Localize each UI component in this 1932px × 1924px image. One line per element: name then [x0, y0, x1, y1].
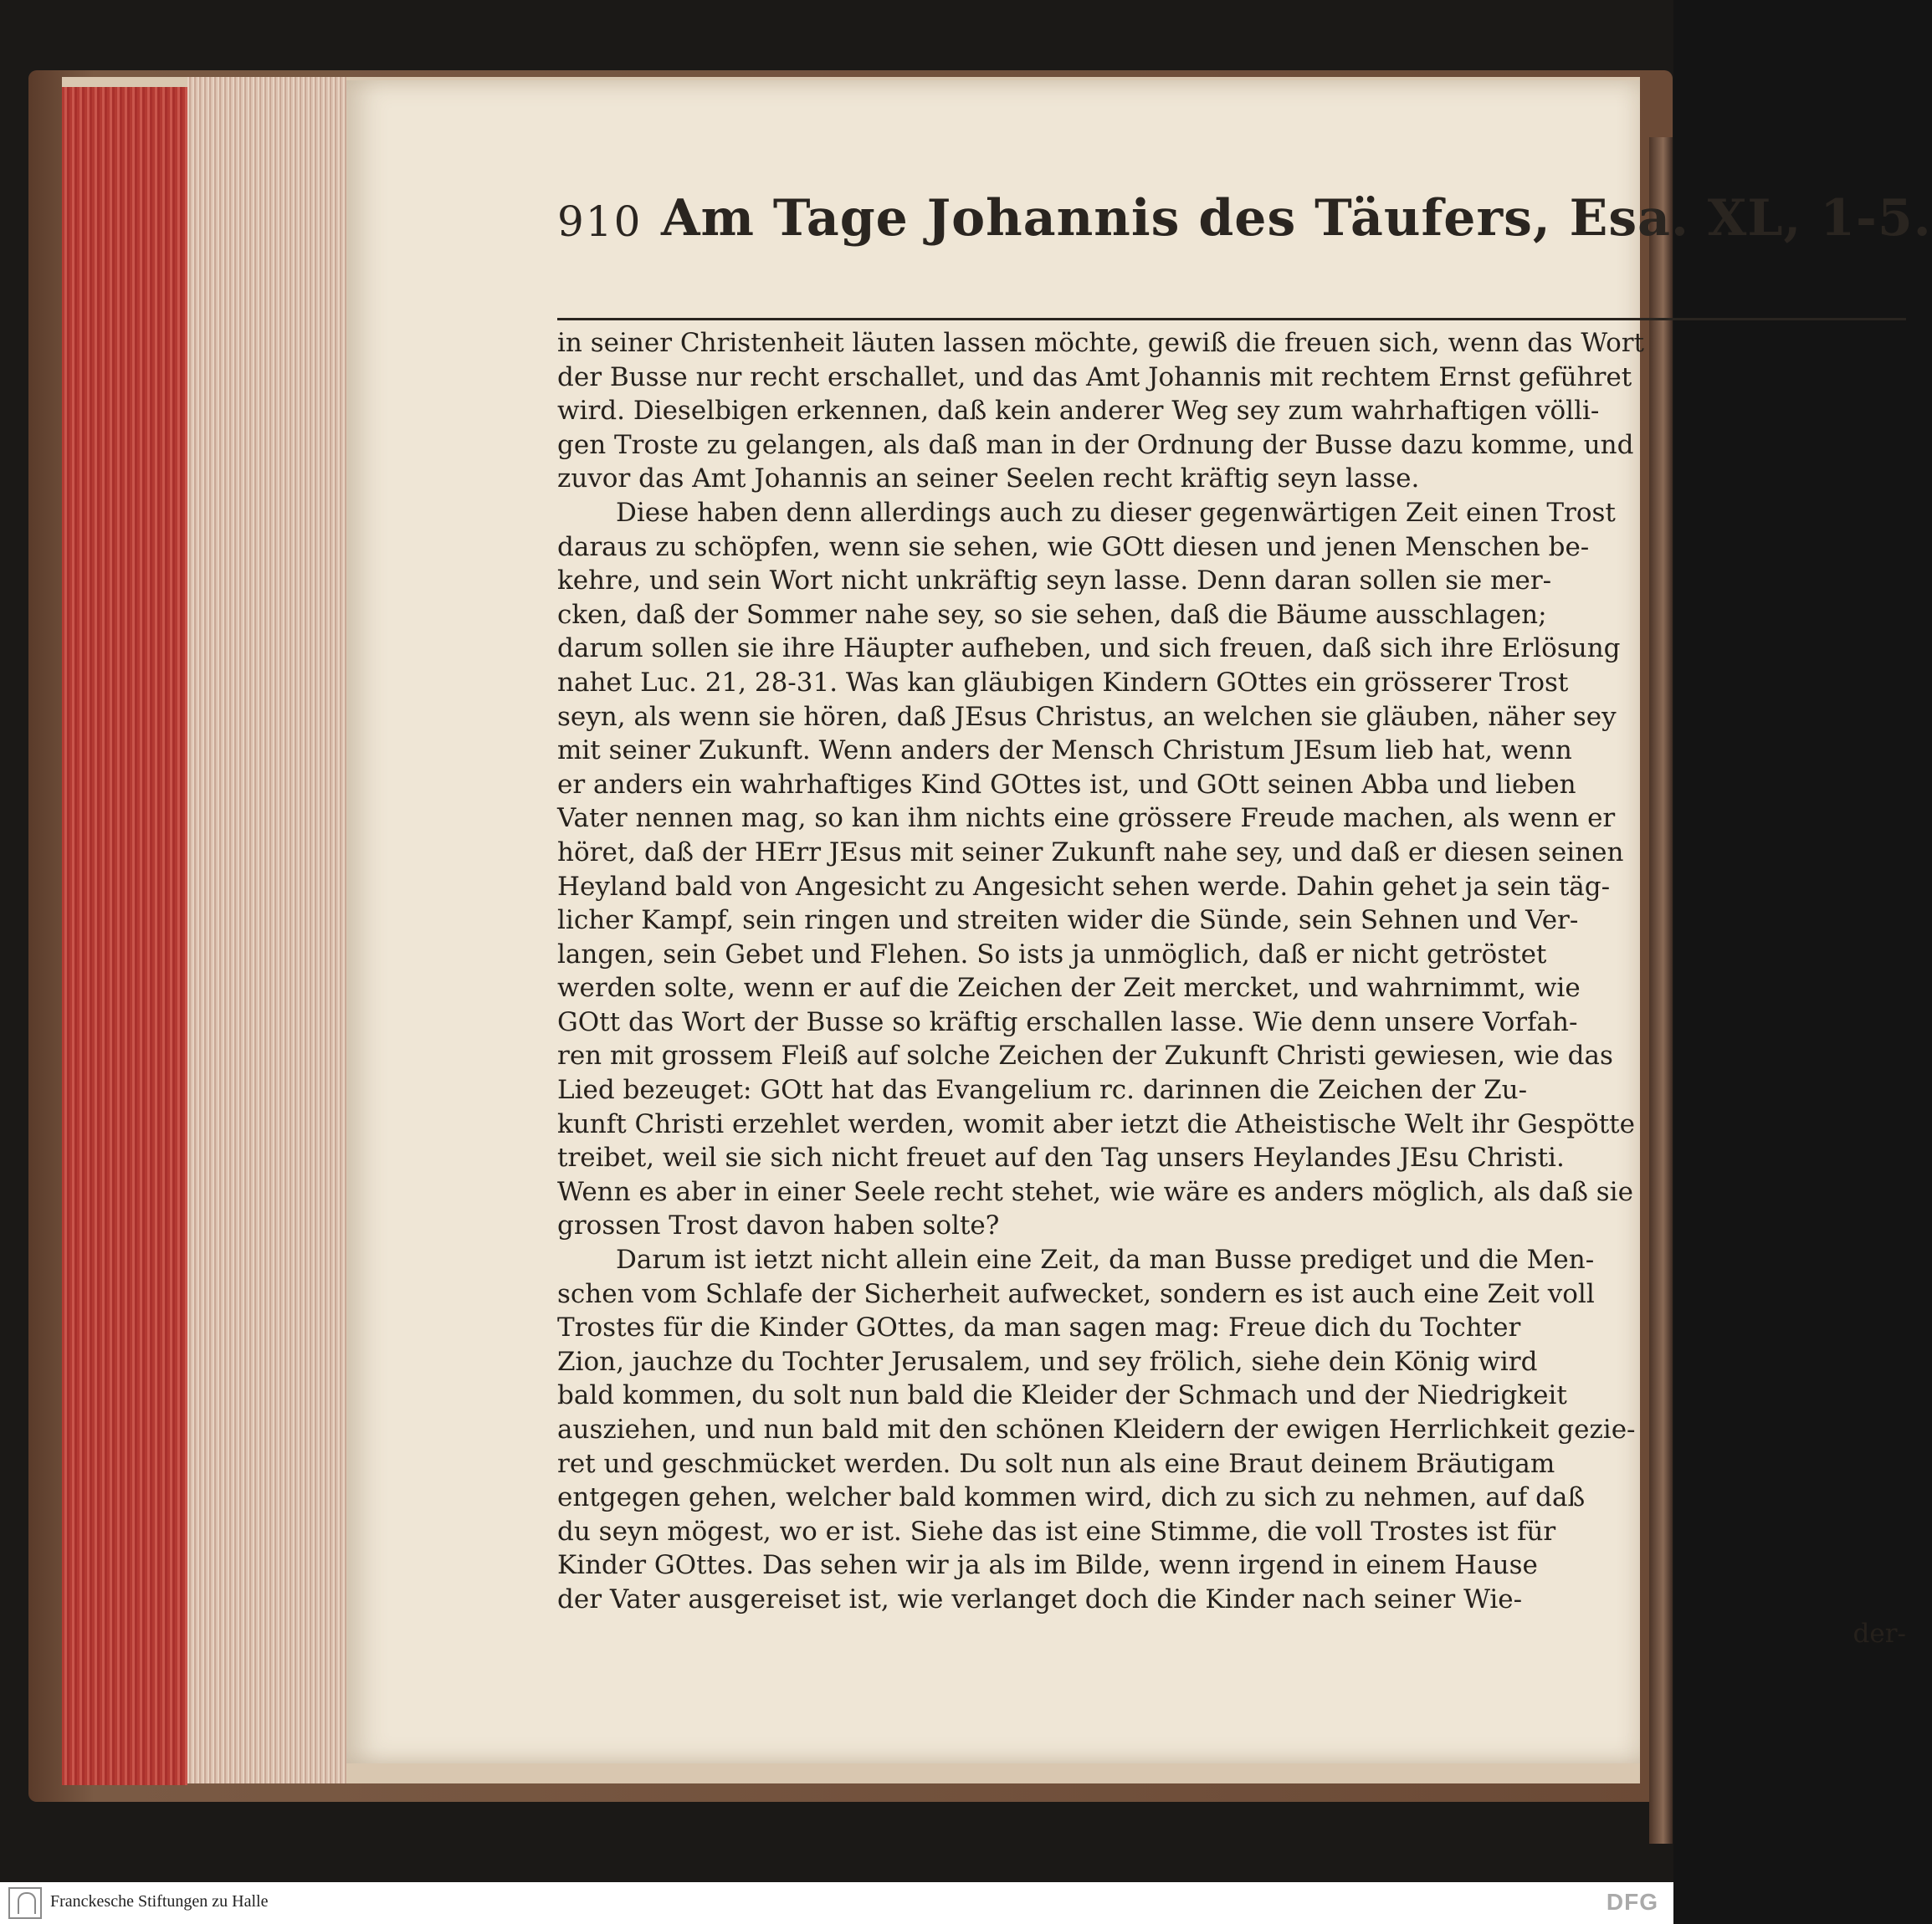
- text-line: werden solte, wenn er auf die Zeichen der Zeit mercket, und wahrnimmt, wie: [557, 973, 1581, 1004]
- page-number: 910: [557, 197, 643, 246]
- text-line: gen Troste zu gelangen, als daß man in der Ordnung der Busse dazu komme, und: [557, 429, 1634, 460]
- text-line: GOtt das Wort der Busse so kräftig erschallen lasse. Wie denn unsere Vorfah-: [557, 1006, 1578, 1037]
- text-line: darum sollen sie ihre Häupter aufheben, und sich freuen, daß sich ihre Erlösung: [557, 633, 1621, 664]
- text-line: schen vom Schlafe der Sicherheit aufwecket, sondern es ist auch eine Zeit voll: [557, 1278, 1595, 1309]
- text-line: seyn, als wenn sie hören, daß JEsus Christus, an welchen sie gläuben, näher sey: [557, 701, 1617, 732]
- text-line: treibet, weil sie sich nicht freuet auf den Tag unsers Heylandes JEsu Christi.: [557, 1143, 1565, 1174]
- footer-bar: [0, 1882, 1673, 1924]
- text-line: Diese haben denn allerdings auch zu dieser gegenwärtigen Zeit einen Trost: [616, 497, 1616, 528]
- text-line: nahet Luc. 21, 28-31. Was kan gläubigen Kindern GOttes ein grösserer Trost: [557, 667, 1569, 698]
- text-line: du seyn mögest, wo er ist. Siehe das ist eine Stimme, die voll Trostes ist für: [557, 1516, 1556, 1547]
- text-line: Darum ist ietzt nicht allein eine Zeit, da man Busse prediget und die Men-: [616, 1245, 1595, 1276]
- text-line: der Busse nur recht erschallet, und das Amt Johannis mit rechtem Ernst geführet: [557, 361, 1632, 392]
- text-line: grossen Trost davon haben solte?: [557, 1210, 1000, 1241]
- text-line: wird. Dieselbigen erkennen, daß kein anderer Weg sey zum wahrhaftigen völli-: [557, 396, 1600, 427]
- page-stack: [187, 77, 346, 1783]
- footer-institution: Franckesche Stiftungen zu Halle: [50, 1892, 269, 1911]
- running-title: Am Tage Johannis des Täufers, Esa. XL, 1-5.: [661, 189, 1932, 248]
- text-line: cken, daß der Sommer nahe sey, so sie sehen, daß die Bäume ausschlagen;: [557, 599, 1547, 630]
- book-page: [346, 80, 1932, 1763]
- text-line: ren mit grossem Fleiß auf solche Zeichen der Zukunft Christi gewiesen, wie das: [557, 1041, 1613, 1072]
- red-page-edge: [62, 87, 187, 1785]
- text-line: bald kommen, du solt nun bald die Kleider der Schmach und der Niedrigkeit: [557, 1380, 1567, 1411]
- text-line: mit seiner Zukunft. Wenn anders der Mensch Christum JEsum lieb hat, wenn: [557, 735, 1572, 766]
- text-line: Wenn es aber in einer Seele recht stehet, wie wäre es anders möglich, als daß sie: [557, 1176, 1633, 1207]
- text-line: entgegen gehen, welcher bald kommen wird, dich zu sich zu nehmen, auf daß: [557, 1482, 1586, 1513]
- text-line: licher Kampf, sein ringen und streiten wider die Sünde, sein Sehnen und Ver-: [557, 905, 1579, 936]
- institution-logo-icon: [8, 1887, 42, 1919]
- text-line: zuvor das Amt Johannis an seiner Seelen recht kräftig seyn lasse.: [557, 463, 1420, 494]
- text-line: ret und geschmücket werden. Du solt nun als eine Braut deinem Bräutigam: [557, 1448, 1555, 1479]
- text-line: langen, sein Gebet und Flehen. So ists ja unmöglich, daß er nicht getröstet: [557, 939, 1547, 970]
- text-line: kehre, und sein Wort nicht unkräftig seyn lasse. Denn daran sollen sie mer-: [557, 565, 1552, 596]
- text-line: höret, daß der HErr JEsus mit seiner Zukunft nahe sey, und daß er diesen seinen: [557, 837, 1624, 867]
- text-line: in seiner Christenheit läuten lassen möchte, gewiß die freuen sich, wenn das Wort: [557, 328, 1645, 358]
- footer-watermark: DFG: [1606, 1889, 1658, 1915]
- text-line: Vater nennen mag, so kan ihm nichts eine grössere Freude machen, als wenn er: [557, 803, 1616, 834]
- text-line: Zion, jauchze du Tochter Jerusalem, und sey frölich, siehe dein König wird: [557, 1346, 1538, 1377]
- text-line: Lied bezeuget: GOtt hat das Evangelium rc. darinnen die Zeichen der Zu-: [557, 1075, 1528, 1106]
- page-header: [557, 177, 1932, 269]
- catchword: der-: [1853, 1618, 1906, 1649]
- text-line: daraus zu schöpfen, wenn sie sehen, wie GOtt diesen und jenen Menschen be-: [557, 531, 1590, 562]
- text-line: ausziehen, und nun bald mit den schönen Kleidern der ewigen Herrlichkeit gezie-: [557, 1415, 1636, 1445]
- text-line: Trostes für die Kinder GOttes, da man sagen mag: Freue dich du Tochter: [557, 1313, 1521, 1343]
- text-line: kunft Christi erzehlet werden, womit aber ietzt die Atheistische Welt ihr Gespötte: [557, 1108, 1635, 1139]
- body-text: [557, 326, 1906, 1650]
- text-line: der Vater ausgereiset ist, wie verlanget doch die Kinder nach seiner Wie-: [557, 1584, 1523, 1614]
- header-rule: [557, 318, 1906, 320]
- text-line: Heyland bald von Angesicht zu Angesicht sehen werde. Dahin gehet ja sein täg-: [557, 871, 1611, 902]
- text-line: er anders ein wahrhaftiges Kind GOttes ist, und GOtt seinen Abba und lieben: [557, 769, 1576, 800]
- text-line: Kinder GOttes. Das sehen wir ja als im Bilde, wenn irgend in einem Hause: [557, 1550, 1538, 1581]
